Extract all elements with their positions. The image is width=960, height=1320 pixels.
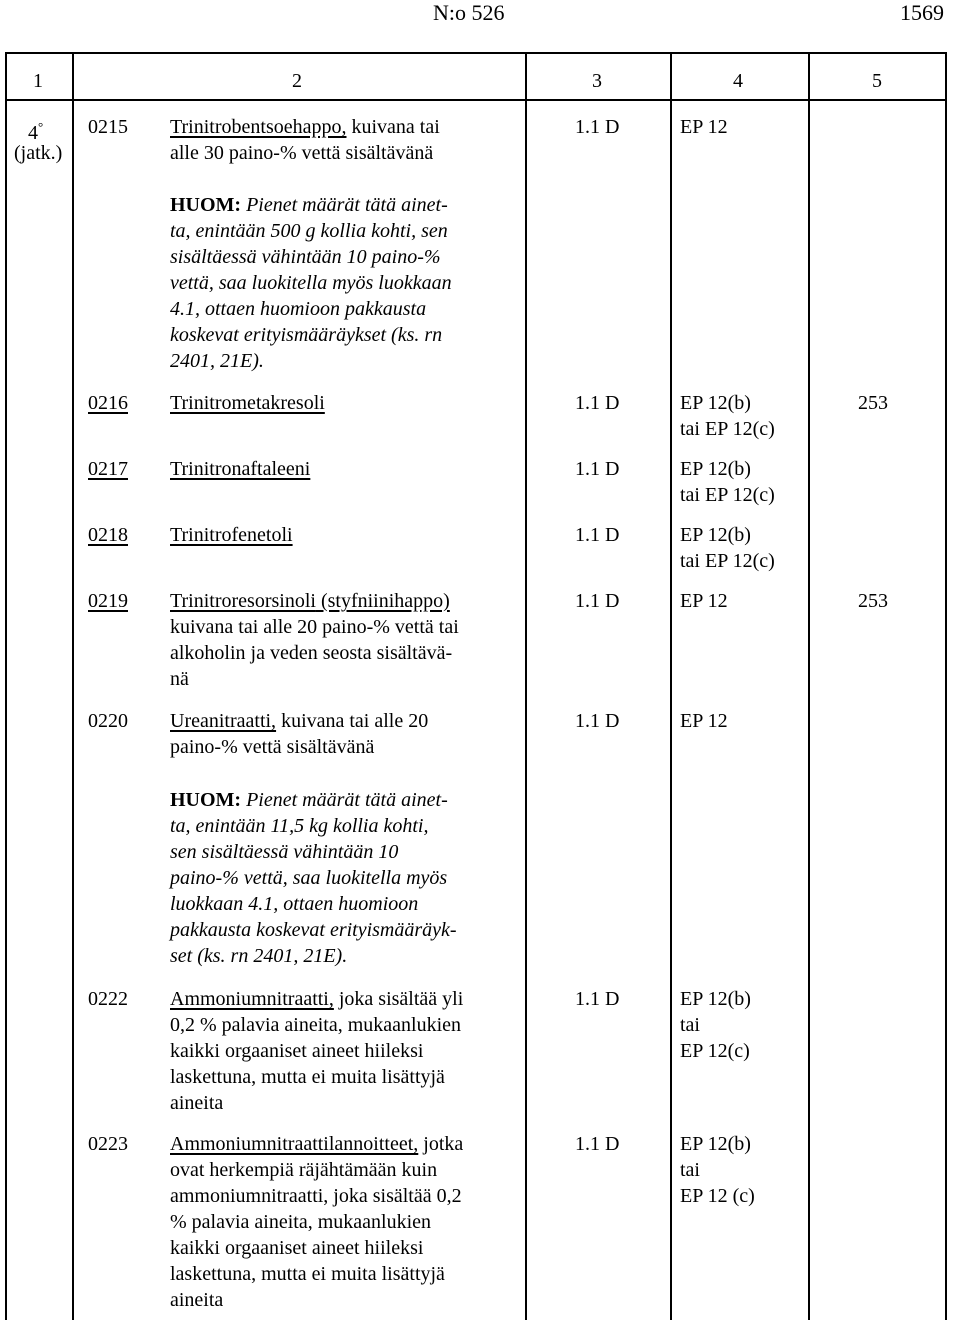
class-code: 1.1 D bbox=[575, 710, 620, 732]
class-code: 1.1 D bbox=[575, 1133, 620, 1155]
table-frame bbox=[5, 52, 947, 1320]
packing-method: tai EP 12(c) bbox=[680, 418, 775, 440]
header-divider bbox=[5, 99, 947, 101]
substance-desc: ovat herkempiä räjähtämään kuin bbox=[170, 1159, 438, 1181]
packing-method: EP 12 (c) bbox=[680, 1185, 755, 1207]
column-divider bbox=[670, 52, 672, 1320]
column-header: 1 bbox=[33, 70, 43, 92]
substance-desc: ammoniumnitraatti, joka sisältää 0,2 bbox=[170, 1185, 462, 1207]
substance-name: Trinitroresorsinoli (styfniinihappo) bbox=[170, 590, 450, 612]
substance-name: Trinitrofenetoli bbox=[170, 524, 293, 546]
column-divider bbox=[72, 52, 74, 1320]
substance-desc: 0,2 % palavia aineita, mukaanlukien bbox=[170, 1014, 462, 1036]
note-line: set (ks. rn 2401, 21E). bbox=[170, 945, 348, 967]
substance-desc: aineita bbox=[170, 1289, 224, 1311]
note-line: vettä, saa luokitella myös luokkaan bbox=[170, 272, 452, 294]
substance-desc: kaikki orgaaniset aineet hiileksi bbox=[170, 1040, 424, 1062]
column-header: 4 bbox=[733, 70, 743, 92]
note-line: koskevat erityismääräykset (ks. rn bbox=[170, 324, 443, 346]
class-code: 1.1 D bbox=[575, 988, 620, 1010]
note-line: sisältäessä vähintään 10 paino-% bbox=[170, 246, 441, 268]
note-line: 2401, 21E). bbox=[170, 350, 264, 372]
note-line: sen sisältäessä vähintään 10 bbox=[170, 841, 399, 863]
packing-method: EP 12 bbox=[680, 590, 728, 612]
substance-desc: laskettuna, mutta ei muita lisättyjä bbox=[170, 1263, 445, 1285]
reference: 253 bbox=[858, 392, 888, 414]
substance-desc: aineita bbox=[170, 1092, 224, 1114]
note-line: 4.1, ottaen huomioon pakkausta bbox=[170, 298, 427, 320]
substance-name: Ureanitraatti, kuivana tai alle 20 bbox=[170, 710, 429, 732]
page-number: 1569 bbox=[900, 0, 944, 25]
substance-desc: paino-% vettä sisältävänä bbox=[170, 736, 375, 758]
un-code: 0215 bbox=[88, 116, 128, 138]
substance-desc: kuivana tai alle 20 paino-% vettä tai bbox=[170, 616, 459, 638]
note-line: ta, enintään 500 g kollia kohti, sen bbox=[170, 220, 448, 242]
group-continued: (jatk.) bbox=[14, 142, 63, 164]
substance-name: Trinitronaftaleeni bbox=[170, 458, 311, 480]
class-code: 1.1 D bbox=[575, 116, 620, 138]
note-line: HUOM: Pienet määrät tätä ainet- bbox=[170, 789, 448, 811]
un-code: 0223 bbox=[88, 1133, 128, 1155]
packing-method: EP 12(b) bbox=[680, 1133, 751, 1155]
un-code: 0222 bbox=[88, 988, 128, 1010]
note-line: pakkausta koskevat erityismääräyk- bbox=[170, 919, 457, 941]
packing-method: EP 12 bbox=[680, 116, 728, 138]
packing-method: tai EP 12(c) bbox=[680, 484, 775, 506]
reference: 253 bbox=[858, 590, 888, 612]
un-code: 0218 bbox=[88, 524, 128, 546]
un-code: 0219 bbox=[88, 590, 128, 612]
note-line: luokkaan 4.1, ottaen huomioon bbox=[170, 893, 419, 915]
column-header: 3 bbox=[592, 70, 602, 92]
column-header: 2 bbox=[292, 70, 302, 92]
un-code: 0217 bbox=[88, 458, 128, 480]
substance-desc: % palavia aineita, mukaanlukien bbox=[170, 1211, 432, 1233]
column-divider bbox=[808, 52, 810, 1320]
class-code: 1.1 D bbox=[575, 458, 620, 480]
column-divider bbox=[525, 52, 527, 1320]
group-number: 4° bbox=[28, 119, 44, 144]
packing-method: EP 12(c) bbox=[680, 1040, 750, 1062]
packing-method: EP 12(b) bbox=[680, 392, 751, 414]
un-code: 0216 bbox=[88, 392, 128, 414]
substance-desc: alle 30 paino-% vettä sisältävänä bbox=[170, 142, 434, 164]
substance-name: Ammoniumnitraatti, joka sisältää yli bbox=[170, 988, 464, 1010]
substance-name: Trinitrobentsoehappo, kuivana tai bbox=[170, 116, 440, 138]
class-code: 1.1 D bbox=[575, 590, 620, 612]
note-line: HUOM: Pienet määrät tätä ainet- bbox=[170, 194, 448, 216]
substance-desc: nä bbox=[170, 668, 189, 690]
packing-method: EP 12(b) bbox=[680, 458, 751, 480]
substance-desc: alkoholin ja veden seosta sisältävä- bbox=[170, 642, 453, 664]
class-code: 1.1 D bbox=[575, 524, 620, 546]
note-line: paino-% vettä, saa luokitella myös bbox=[170, 867, 448, 889]
packing-method: EP 12 bbox=[680, 710, 728, 732]
note-line: ta, enintään 11,5 kg kollia kohti, bbox=[170, 815, 429, 837]
column-header: 5 bbox=[872, 70, 882, 92]
packing-method: EP 12(b) bbox=[680, 988, 751, 1010]
substance-name: Trinitrometakresoli bbox=[170, 392, 325, 414]
packing-method: EP 12(b) bbox=[680, 524, 751, 546]
substance-desc: laskettuna, mutta ei muita lisättyjä bbox=[170, 1066, 445, 1088]
class-code: 1.1 D bbox=[575, 392, 620, 414]
substance-desc: kaikki orgaaniset aineet hiileksi bbox=[170, 1237, 424, 1259]
document-number: N:o 526 bbox=[433, 0, 505, 25]
packing-method: tai EP 12(c) bbox=[680, 550, 775, 572]
packing-method: tai bbox=[680, 1014, 700, 1036]
packing-method: tai bbox=[680, 1159, 700, 1181]
un-code: 0220 bbox=[88, 710, 128, 732]
substance-name: Ammoniumnitraattilannoitteet, jotka bbox=[170, 1133, 464, 1155]
